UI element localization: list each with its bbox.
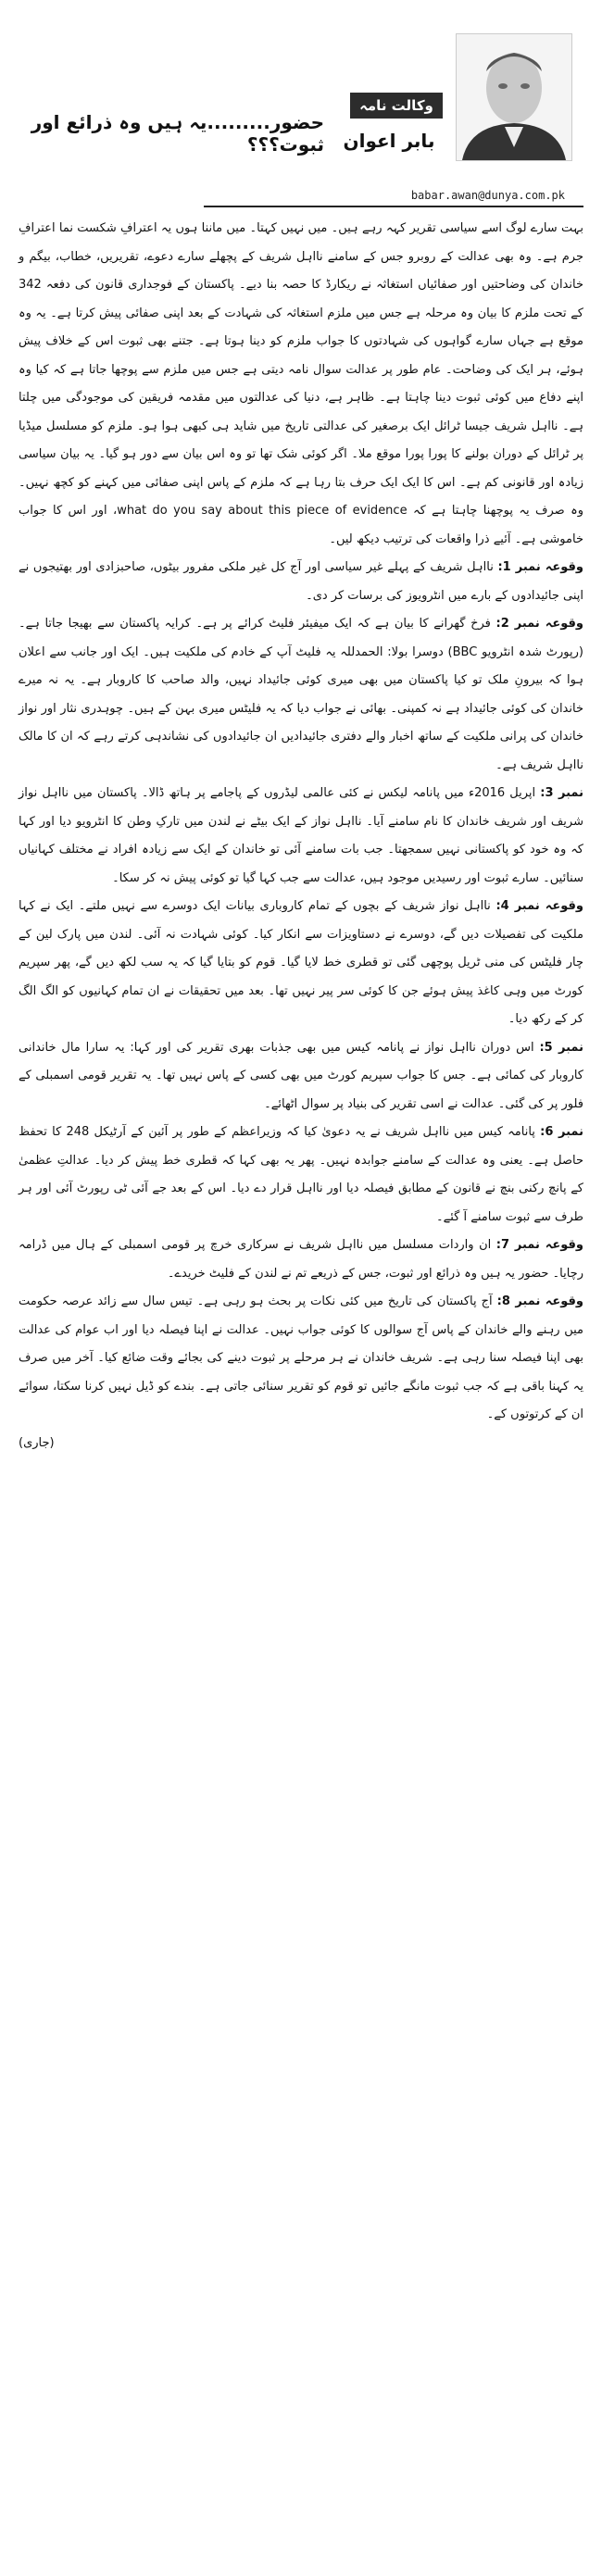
article-intro: بہت سارے لوگ اسے سیاسی تقریر کہہ رہے ہیں۔ میں نہیں کہتا۔ میں ماننا ہوں یہ اعترافِ شکست نما اعترافِ جرم ہے۔ وہ بھی عدالت کے روبرو جس کے سامنے نااہل شریف کے پچھلے سارے دعوے، تقریریں، خطاب، بیگم و خاندان کی وضاحتیں اور صفائیاں استغاثہ نے ریکارڈ کا حصہ بنا دیے۔ پاکستان کے فوجداری قانون کی دفعہ 342 کے تحت ملزم کا بیان وہ مرحلہ ہے جس میں ملزم استغاثہ کی شہادت کے بعد اپنی صفائی پیش کرتا ہے۔ یہ وہ موقع ہے جہاں سارے گواہوں کی شہادتوں کا جواب ملزم کو دینا ہوتا ہے۔ جتنے بھی ثبوت اس کے خلاف پیش ہوئے، ہر ایک کی وضاحت۔ عام طور پر عدالت سوال نامہ دیتی ہے جس میں ملزم سے پوچھا جاتا ہے کہ کیا وہ اپنے دفاع میں کوئی ثبوت دینا چاہتا ہے۔ ظاہر ہے، دنیا کی عدالتوں میں مقدمہ فریقین کی موجودگی میں چلتا ہے۔ نااہل شریف جیسا ٹرائل ایک برصغیر کی عدالتی تاریخ میں شاید ہی کبھی ہوا ہو۔ ملزم کو مسلسل میڈیا پر ٹرائل کے دوران بولنے کا پورا پورا موقع ملا۔ اگر کوئی شک تھا تو وہ اس بیان سے دور ہو گیا۔ یہ بیان سیاسی زیادہ اور قانونی کم ہے۔ اس کا ایک ایک حرف بتا رہا ہے کہ ملزم کے پاس اپنی صفائی میں کہنے کو کچھ نہیں۔ وہ صرف یہ پوچھنا چاہتا ہے کہ what do you say about this piece of evidence، اور اس کا جواب خاموشی ہے۔ آئیے ذرا واقعات کی ترتیب دیکھ لیں۔: [19, 221, 583, 546]
paragraph-text: نااہل شریف کے پہلے غیر سیاسی اور آج کل غیر ملکی مفرور بیٹوں، صاحبزادی اور بھتیجوں نے اپنی جائیدادوں کے بارے میں انٹرویوز کی برسات کر دی۔: [19, 560, 583, 603]
article-paragraph: [19, 1232, 583, 1288]
paragraph-lead: وقوعہ نمبر 2:: [495, 617, 583, 631]
article-headline: حضور.........یہ ہیں وہ ذرائع اور ثبوت؟؟؟: [31, 111, 324, 156]
paragraph-lead: نمبر 3:: [540, 786, 583, 800]
author-name: بابر اعوان: [343, 130, 435, 152]
article-body: [19, 215, 583, 1457]
paragraph-lead: نمبر 6:: [540, 1125, 583, 1139]
author-email: babar.awan@dunya.com.pk: [410, 189, 565, 202]
paragraph-text: آج پاکستان کی تاریخ میں کئی نکات پر بحث ہو رہی ہے۔ تیس سال سے زائد عرصہ حکومت میں رہنے والے خاندان کے پاس آج سوالوں کا کوئی جواب نہیں۔ عدالت نے اپنا فیصلہ دیا اور اب عوام کی عدالت بھی اپنا فیصلہ سنا رہی ہے۔ شریف خاندان نے ہر مرحلے پر ثبوت دینے کی بجائے وقت ضائع کیا۔ آخر میں صرف یہ کہنا باقی ہے کہ جب ثبوت مانگے جائیں تو قوم کو تقریر سنائی جاتی ہے۔ بندے کو ڈیل نہیں کرنا سکتا، سوائے ان کے کرتوتوں کے۔: [19, 1294, 583, 1421]
article-paragraph: [19, 1288, 583, 1430]
column-name-badge: وکالت نامہ: [350, 93, 443, 119]
article-paragraph: [19, 1034, 583, 1119]
paragraph-lead: وقوعہ نمبر 4:: [495, 899, 583, 913]
paragraph-text: اپریل 2016ء میں پانامہ لیکس نے کئی عالمی لیڈروں کے پاجامے پر ہاتھ ڈالا۔ پاکستان میں نااہل نواز شریف اور شریف خاندان کا نام سامنے آیا۔ نااہل نواز کے ایک بیٹے نے لندن میں تارکِ وطن کا انٹرویو دیا اور کہا کہ وہ خود کو پاکستانی نہیں سمجھتا۔ جب بات سامنے آئی تو خاندان کے ایک سے زیادہ افراد نے مختلف کہانیاں سنائیں۔ سارے ثبوت اور رسیدیں موجود ہیں، عدالت سے جب کہا گیا تو کوئی پیش نہ کر سکا۔: [19, 786, 583, 885]
paragraph-text: ان واردات مسلسل میں نااہل شریف نے سرکاری خرچ پر قومی اسمبلی کے ہال میں ڈرامہ رچایا۔ حضور یہ ہیں وہ ذرائع اور ثبوت، جس کے ذریعے تم نے لندن کے فلیٹ خریدے۔: [19, 1238, 583, 1281]
article-paragraph: [19, 554, 583, 610]
paragraph-lead: وقوعہ نمبر 8:: [496, 1294, 583, 1308]
article-paragraph: [19, 780, 583, 893]
paragraph-text: اس دوران نااہل نواز نے پانامہ کیس میں بھی جذبات بھری تقریر کی اور کہا: یہ سارا مال خاندانی کاروبار کی کمائی ہے۔ جس کا جواب سپریم کورٹ میں بھی کسی کے پاس نہیں تھا۔ یہ تقریر قومی اسمبلی کے فلور پر کی گئی۔ عدالت نے اسی تقریر کی بنیاد پر سوال اٹھائے۔: [19, 1040, 583, 1111]
paragraph-lead: وقوعہ نمبر 1:: [497, 560, 583, 574]
article-paragraph: [19, 1119, 583, 1232]
paragraph-text: فرخ گھرانے کا بیان ہے کہ ایک میفیئر فلیٹ کرائے پر ہے۔ کرایہ پاکستان سے بھیجا جاتا ہے۔ (رپورٹ شدہ انٹرویو BBC) دوسرا بولا: الحمدللہ یہ فلیٹ آپ کے خادم کی ملکیت ہیں۔ ایک اور جانب سے اعلان ہوا کہ بیرونِ ملک تو کیا پاکستان میں بھی میری کوئی جائیداد نہیں، والد صاحب کا کاروبار ہے۔ یہ نہ میرے خاندان کی کوئی جائیداد ہے نہ کمپنی۔ بھائی نے جواب دیا کہ یہ فلیٹس میری بہن کے ہیں۔ چوہدری نثار اور نواز خاندان کی پرانی ملکیت کے ساتھ اخبار والے دفتری جائیدادیں ان جائیدادوں کی نشاندہی کرتے رہے کہ ان کا مالک نااہل شریف ہے۔: [19, 617, 583, 772]
header-divider: [204, 206, 583, 207]
column-header: [0, 0, 602, 213]
paragraph-text: نااہل نواز شریف کے بچوں کے تمام کاروباری بیانات ایک دوسرے سے نہیں ملتے۔ ایک نے کہا ملکیت کی تفصیلات دیں گے، دوسرے نے دستاویزات سے انکار کیا۔ کوئی شہادت نہ آئی۔ لندن میں پارک لین کے چار فلیٹس کی منی ٹریل پوچھی گئی تو قطری خط لایا گیا۔ قوم کو بتایا گیا کہ یہ سب لکھ دیں گے، پھر سپریم کورٹ میں وہی کاغذ پیش ہوئے جن کا کوئی سر پیر نہیں تھا۔ بعد میں تحقیقات نے ان تمام کہانیوں کو الگ الگ کر کے رکھ دیا۔: [19, 899, 583, 1026]
paragraph-lead: نمبر 5:: [539, 1040, 583, 1055]
paragraph-lead: وقوعہ نمبر 7:: [495, 1238, 583, 1252]
author-photo: [456, 33, 572, 161]
paragraph-text: پانامہ کیس میں نااہل شریف نے یہ دعویٰ کیا کہ وزیراعظم کے طور پر آئین کے آرٹیکل 248 کا تحفظ حاصل ہے۔ یعنی وہ عدالت کے سامنے جوابدہ نہیں۔ پھر یہ بھی کہا کہ قطری خط پیش کر دیا۔ عدالتِ عظمیٰ کے پانچ رکنی بنچ نے قانون کے مطابق فیصلہ دیا اور نااہل قرار دے دیا۔ اس کے بعد جے آئی ٹی رپورٹ آئی اور ہر طرف سے ثبوت سامنے آ گئے۔: [19, 1125, 583, 1224]
to-be-continued: (جاری): [19, 1435, 55, 1450]
article-paragraph: [19, 610, 583, 780]
article-paragraph: [19, 893, 583, 1034]
